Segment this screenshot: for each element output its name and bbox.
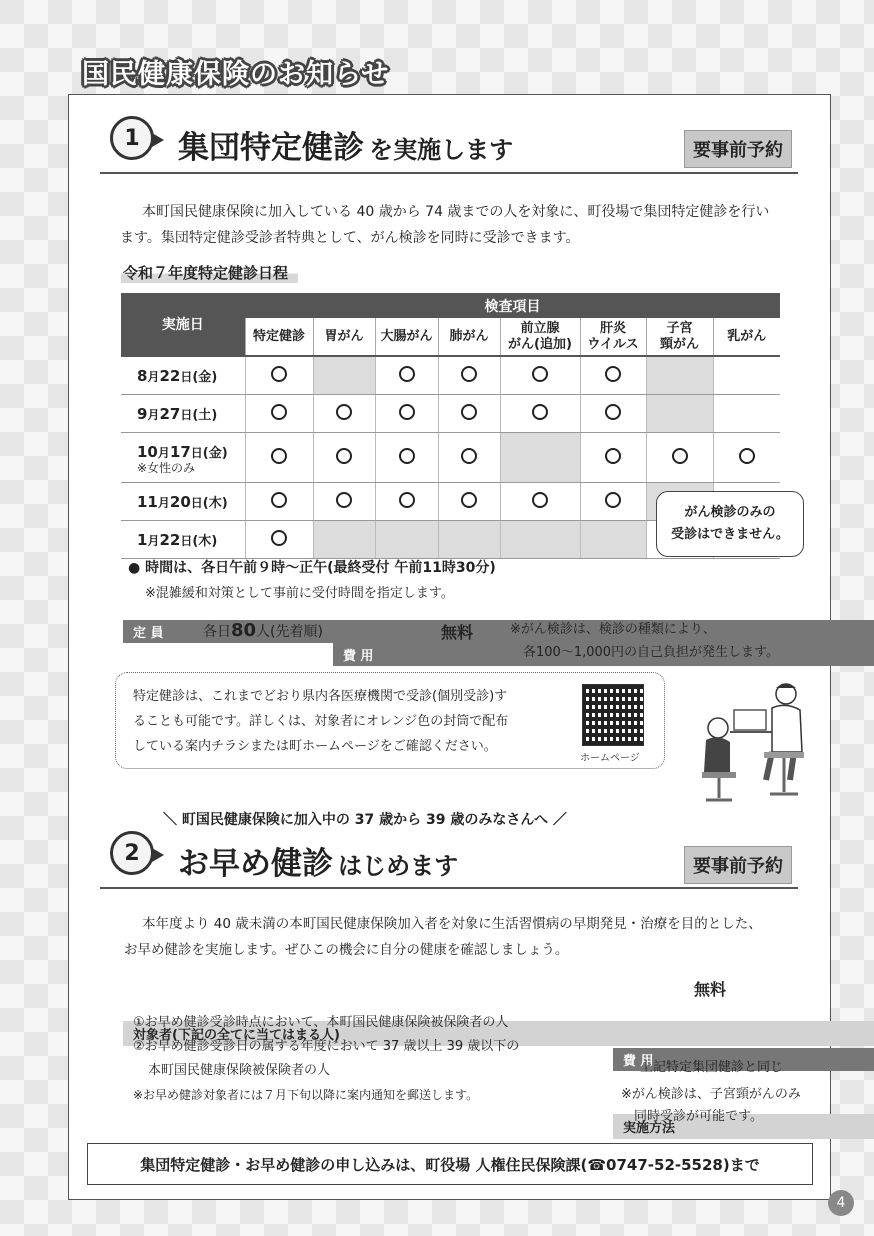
capacity-value <box>203 620 323 641</box>
circle-mark-icon <box>605 366 621 382</box>
schedule-date <box>121 356 245 395</box>
notice-line-2: 受診はできません。 <box>671 527 789 542</box>
day-suffix: 日 <box>180 370 193 384</box>
circle-mark-icon <box>271 366 287 382</box>
section-2-intro <box>124 911 814 963</box>
exam-column-label: 前立腺 <box>520 320 560 336</box>
exam-available-cell <box>375 356 438 395</box>
target-note: ※お早め健診対象者には７月下旬以降に案内通知を郵送します。 <box>133 1088 479 1102</box>
circle-mark-icon <box>461 492 477 508</box>
circle-mark-icon <box>399 404 415 420</box>
exam-available-cell <box>438 433 500 483</box>
method-note-line-2: 同時受診が可能です。 <box>634 1109 763 1124</box>
schedule-date <box>121 483 245 521</box>
exam-column-label: 乳がん <box>727 328 767 344</box>
exam-available-cell <box>646 433 713 483</box>
patient-head <box>708 718 728 738</box>
section-1-rule <box>100 172 798 174</box>
section-1-intro-line-2: ます。集団特定健診受診者特典として、がん検診を同時に受診できます。 <box>120 230 580 246</box>
exam-available-cell <box>375 483 438 521</box>
page-banner: 国民健康保険のお知らせ <box>82 59 390 90</box>
exam-available-cell <box>500 395 580 433</box>
page-number: 4 <box>828 1190 854 1216</box>
month-suffix: 月 <box>147 408 160 422</box>
schedule-date <box>121 395 245 433</box>
date-weekday: (土) <box>192 408 218 423</box>
exam-available-cell <box>580 356 646 395</box>
exam-column-label: 胃がん <box>324 328 364 344</box>
section-2-fee-tag: 費 用 <box>613 1048 874 1071</box>
exam-unavailable-cell <box>375 521 438 559</box>
exam-unavailable-cell <box>646 356 713 395</box>
circle-mark-icon <box>271 448 287 464</box>
exam-available-cell <box>313 433 375 483</box>
exam-unavailable-cell <box>438 521 500 559</box>
fee-value: 無料 <box>441 623 474 642</box>
bullet-icon: ● <box>128 560 141 576</box>
patient-body <box>704 737 730 772</box>
cancer-only-notice <box>656 491 804 557</box>
slash-right-icon: ／ <box>548 812 567 828</box>
exam-available-cell <box>313 483 375 521</box>
weekday-text: 木 <box>198 534 212 549</box>
fee-note-line-2: 各100～1,000円の自己負担が発生します。 <box>523 645 779 660</box>
application-contact: 集団特定健診・お早め健診の申し込みは、町役場 人権住民保険課(☎0747-52-5528)まで <box>87 1143 813 1185</box>
exam-available-cell <box>313 395 375 433</box>
date-month: 11 <box>137 493 158 511</box>
section-2-title-sub: はじめます <box>338 852 459 880</box>
target-list <box>133 1011 519 1107</box>
section-2-intro-line-1: 本年度より 40 歳未満の本町国民健康保険加入者を対象に生活習慣病の早期発見・治療を目的とした、 <box>142 916 762 932</box>
exam-column-label-2: ウイルス <box>587 336 639 352</box>
method-note-line-1: ※がん検診は、子宮頸がんのみ <box>621 1087 801 1102</box>
date-weekday: (金) <box>192 370 218 385</box>
exam-column-header <box>375 318 438 356</box>
date-day: 20 <box>169 493 191 511</box>
exam-column-header <box>313 318 375 356</box>
exam-column-header <box>500 318 580 356</box>
date-weekday: (金) <box>202 446 228 461</box>
section-2-title-main: お早め健診 <box>178 846 333 882</box>
section-2-reservation-badge: 要事前予約 <box>684 846 792 884</box>
circle-mark-icon <box>271 404 287 420</box>
section-1-reservation-badge: 要事前予約 <box>684 130 792 168</box>
exam-available-cell <box>375 433 438 483</box>
exam-available-cell <box>580 395 646 433</box>
time-note: ※混雑緩和対策として事前に受付時間を指定します。 <box>145 586 454 601</box>
exam-unavailable-cell <box>500 521 580 559</box>
schedule-date <box>121 433 245 483</box>
exam-available-cell <box>375 395 438 433</box>
exam-column-header <box>438 318 500 356</box>
section-2-rule <box>100 887 798 889</box>
method-note <box>621 1084 801 1128</box>
section-2-number: 2 <box>110 831 154 875</box>
date-day: 17 <box>169 443 191 461</box>
exam-column-label: 子宮 <box>666 320 693 336</box>
circle-mark-icon <box>532 366 548 382</box>
schedule-row <box>121 356 780 395</box>
circle-mark-icon <box>271 492 287 508</box>
exam-available-cell <box>580 483 646 521</box>
time-info <box>128 557 496 577</box>
date-month: 9 <box>137 405 148 423</box>
weekday-text: 土 <box>198 408 212 423</box>
target-tag: 対象者(下記の全てに当てはまる人) <box>123 1021 874 1046</box>
exam-column-header <box>580 318 646 356</box>
date-month: 8 <box>137 367 148 385</box>
notice-line-1: がん検診のみの <box>684 505 776 520</box>
circle-mark-icon <box>532 404 548 420</box>
day-suffix: 日 <box>190 446 203 460</box>
circle-mark-icon <box>461 366 477 382</box>
doctor-consultation-illustration <box>694 680 814 810</box>
circle-mark-icon <box>271 530 287 546</box>
time-text: 時間は、各日午前９時～正午(最終受付 午前11時30分) <box>145 560 496 576</box>
section-2-intro-line-2: お早め健診を実施します。ぜひこの機会に自分の健康を確認しましょう。 <box>124 942 569 958</box>
exam-available-cell <box>438 395 500 433</box>
slash-left-icon: ＼ <box>163 812 182 828</box>
exam-unavailable-cell <box>713 395 780 433</box>
circle-mark-icon <box>605 404 621 420</box>
info-line-1: 特定健診は、これまでどおり県内各医療機関で受診(個別受診)す <box>133 689 508 704</box>
exam-available-cell <box>245 433 313 483</box>
date-day: 22 <box>159 367 181 385</box>
method-text: 上記特定集団健診と同じ <box>640 1060 784 1075</box>
fee-note-line-1: ※がん検診は、検診の種類により、 <box>510 622 716 637</box>
month-suffix: 月 <box>147 534 160 548</box>
day-suffix: 日 <box>180 408 193 422</box>
circle-mark-icon <box>399 492 415 508</box>
exam-unavailable-cell <box>313 356 375 395</box>
weekday-text: 金 <box>198 370 212 385</box>
exam-column-label: 肝炎 <box>599 320 626 336</box>
schedule-heading: 令和７年度特定健診日程 <box>121 262 298 283</box>
circle-mark-icon <box>399 366 415 382</box>
circle-mark-icon <box>461 404 477 420</box>
capacity-prefix: 各日 <box>203 624 231 640</box>
exam-column-header <box>713 318 780 356</box>
fee-note <box>510 618 779 664</box>
circle-mark-icon <box>605 448 621 464</box>
circle-mark-icon <box>336 492 352 508</box>
doctor-coat <box>772 705 802 752</box>
capacity-number: 80 <box>231 620 257 641</box>
section-1-number: 1 <box>110 116 154 160</box>
capacity-tag: 定 員 <box>123 620 874 643</box>
schedule-row <box>121 395 780 433</box>
section-1-title-main: 集団特定健診 <box>178 130 364 166</box>
info-line-3: している案内チラシまたは町ホームページをご確認ください。 <box>133 739 497 754</box>
circle-mark-icon <box>399 448 415 464</box>
exam-available-cell <box>500 483 580 521</box>
exam-column-label: 大腸がん <box>380 328 433 344</box>
target-item-2-cont: 本町国民健康保険被保険者の人 <box>148 1063 331 1078</box>
circle-mark-icon <box>336 404 352 420</box>
target-item-1: ①お早め健診受診時点において、本町国民健康保険被保険者の人 <box>133 1015 509 1030</box>
date-note: ※女性のみ <box>137 461 196 475</box>
month-suffix: 月 <box>157 446 170 460</box>
fee-tag: 費 用 <box>333 643 874 666</box>
target-item-2: ②お早め健診受診日の属する年度において 37 歳以上 39 歳以下の <box>133 1039 520 1054</box>
exam-unavailable-cell <box>580 521 646 559</box>
capacity-suffix: 人(先着順) <box>256 624 323 640</box>
exam-column-header <box>646 318 713 356</box>
section-1-title <box>178 122 513 167</box>
date-month: 1 <box>137 531 148 549</box>
date-day: 22 <box>159 531 181 549</box>
circle-mark-icon <box>672 448 688 464</box>
section-1-intro <box>120 199 810 251</box>
date-weekday: (木) <box>192 534 218 549</box>
exam-available-cell <box>245 483 313 521</box>
weekday-text: 木 <box>208 496 222 511</box>
exam-available-cell <box>713 433 780 483</box>
section-2-tagline <box>163 809 567 829</box>
exam-available-cell <box>580 433 646 483</box>
info-line-2: ることも可能です。詳しくは、対象者にオレンジ色の封筒で配布 <box>133 714 509 729</box>
exam-unavailable-cell <box>713 356 780 395</box>
schedule-row <box>121 433 780 483</box>
circle-mark-icon <box>336 448 352 464</box>
exam-items-header: 検査項目 <box>245 293 780 318</box>
exam-available-cell <box>245 395 313 433</box>
homepage-qr-code[interactable] <box>582 684 644 746</box>
exam-available-cell <box>245 356 313 395</box>
exam-column-label: 肺がん <box>449 328 489 344</box>
day-suffix: 日 <box>180 534 193 548</box>
method-tag: 実施方法 <box>613 1114 874 1139</box>
exam-unavailable-cell <box>313 521 375 559</box>
circle-mark-icon <box>739 448 755 464</box>
date-weekday: (木) <box>202 496 228 511</box>
section-2-title <box>178 838 458 883</box>
circle-mark-icon <box>461 448 477 464</box>
day-suffix: 日 <box>190 496 203 510</box>
exam-column-label: 特定健診 <box>252 328 305 344</box>
month-suffix: 月 <box>157 496 170 510</box>
circle-mark-icon <box>532 492 548 508</box>
section-2-tagline-text: 町国民健康保険に加入中の 37 歳から 39 歳のみなさんへ <box>181 812 549 828</box>
month-suffix: 月 <box>147 370 160 384</box>
exam-unavailable-cell <box>500 433 580 483</box>
schedule-date <box>121 521 245 559</box>
date-column-header: 実施日 <box>121 293 245 356</box>
individual-exam-info-text <box>133 684 508 759</box>
weekday-text: 金 <box>208 446 222 461</box>
exam-available-cell <box>438 356 500 395</box>
exam-column-label-2: 頸がん <box>659 336 699 352</box>
exam-unavailable-cell <box>646 395 713 433</box>
section-1-title-sub: を実施します <box>369 136 514 164</box>
date-day: 27 <box>159 405 181 423</box>
circle-mark-icon <box>605 492 621 508</box>
exam-column-label-2: がん(追加) <box>508 336 572 352</box>
exam-available-cell <box>245 521 313 559</box>
qr-label: ホームページ <box>580 753 640 764</box>
section-1-intro-line-1: 本町国民健康保険に加入している 40 歳から 74 歳までの人を対象に、町役場で集団特定健診を行い <box>142 204 770 220</box>
exam-column-header <box>245 318 313 356</box>
exam-available-cell <box>500 356 580 395</box>
section-2-fee-value: 無料 <box>694 980 727 999</box>
date-month: 10 <box>137 443 158 461</box>
laptop-icon <box>734 710 766 730</box>
exam-available-cell <box>438 483 500 521</box>
